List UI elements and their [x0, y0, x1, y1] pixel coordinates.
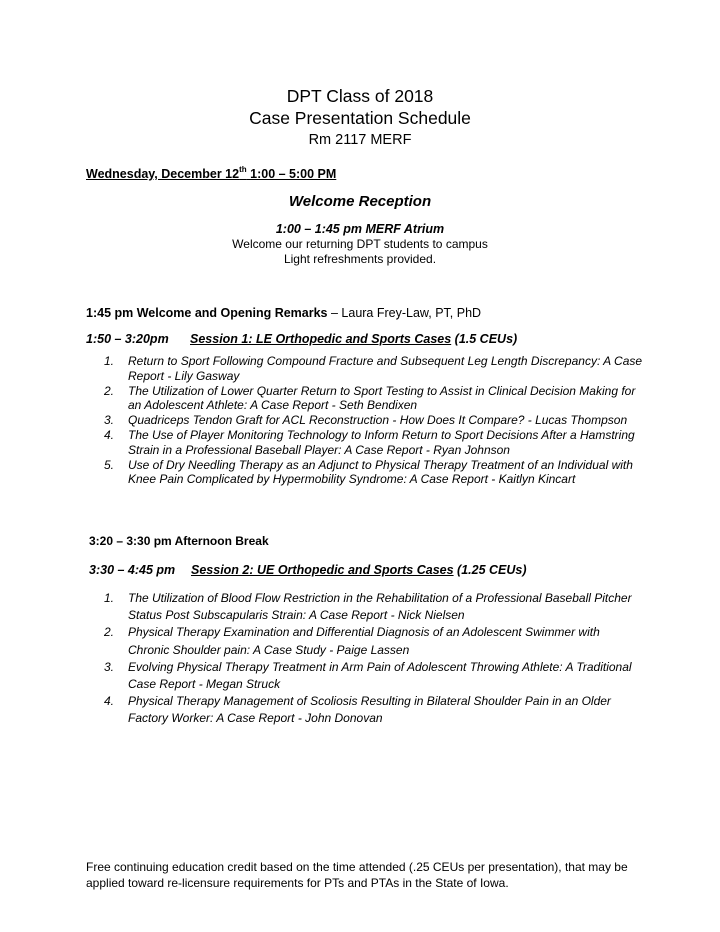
welcome-refreshments: Light refreshments provided.	[283, 252, 437, 266]
event-date-text	[86, 167, 336, 181]
welcome-description: Welcome our returning DPT students to campus	[232, 237, 488, 251]
page-title: DPT Class of 2018	[286, 86, 434, 106]
event-date	[86, 165, 336, 183]
list-item-text: The Utilization of Lower Quarter Return to Sport Testing to Assist in Clinical Decision Making for an Adolescent Athlete: A Case Report - Seth Bendixen	[128, 383, 636, 413]
list-item	[104, 354, 644, 384]
event-day-ordinal: th	[239, 165, 247, 174]
session-1-time: 1:50 – 3:20pm	[86, 332, 169, 346]
list-item-text: The Utilization of Blood Flow Restriction in the Rehabilitation of a Professional Baseball Pitcher Status Post Subscapularis Strain: A Case Report - Nick Nielsen	[128, 591, 632, 623]
opening-remarks-speaker: – Laura Frey-Law, PT, PhD	[327, 306, 482, 320]
event-time: 1:00 – 5:00 PM	[246, 167, 337, 181]
list-item	[104, 458, 644, 488]
list-number: 1.	[104, 354, 115, 368]
list-number: 1.	[104, 591, 115, 605]
opening-remarks	[86, 304, 481, 322]
list-item-text: The Use of Player Monitoring Technology to Inform Return to Sport Decisions After a Hamstring Strain in a Professional Baseball Player: A Case Report - Ryan Johnson	[128, 427, 635, 457]
list-item	[104, 659, 644, 693]
welcome-heading: Welcome Reception	[288, 193, 432, 210]
session-2-time: 3:30 – 4:45 pm	[89, 563, 176, 577]
room-label: Rm 2117 MERF	[308, 132, 412, 148]
list-item	[104, 384, 644, 414]
list-item	[104, 428, 644, 458]
list-number: 3.	[104, 659, 115, 674]
list-item-text: Physical Therapy Management of Scoliosis Resulting in Bilateral Shoulder Pain in an Older Factory Worker: A Case Report - John Donovan	[128, 694, 611, 726]
session-2-credits: (1.25 CEUs)	[453, 563, 527, 577]
session-1-title: Session 1: LE Orthopedic and Sports Cases	[190, 332, 452, 346]
list-number: 4.	[104, 694, 115, 709]
list-item-text: Return to Sport Following Compound Fracture and Subsequent Leg Length Discrepancy: A Case Report - Lily Gasway	[128, 354, 643, 383]
list-item-text: Use of Dry Needling Therapy as an Adjunct to Physical Therapy Treatment of an Individual with Knee Pain Complicated by Hypermobility Syndrome: A Case Report - Kaitlyn Kincart	[128, 457, 633, 487]
opening-remarks-label: 1:45 pm Welcome and Opening Remarks	[86, 306, 328, 320]
list-number: 5.	[104, 457, 115, 472]
event-day: Wednesday, December 12	[86, 167, 240, 181]
list-item	[104, 624, 644, 658]
list-item	[104, 590, 644, 624]
list-number: 2.	[104, 625, 115, 640]
session-1-header	[86, 331, 517, 347]
ceu-footnote: Free continuing education credit based on the time attended (.25 CEUs per presentation), that may be applied toward re-licensure requirements for PTs and PTAs in the State of Iowa.	[86, 860, 628, 890]
session-2-title: Session 2: UE Orthopedic and Sports Cases	[191, 563, 454, 577]
session-1-credits: (1.5 CEUs)	[451, 332, 518, 346]
list-number: 3.	[104, 413, 115, 428]
session-2-header	[89, 562, 527, 578]
page-subtitle: Case Presentation Schedule	[249, 108, 471, 128]
list-item	[104, 413, 644, 428]
afternoon-break: 3:20 – 3:30 pm Afternoon Break	[89, 534, 269, 548]
list-item-text: Physical Therapy Examination and Differential Diagnosis of an Adolescent Swimmer with Chronic Shoulder pain: A Case Study - Paige Lassen	[128, 625, 600, 657]
list-item-text: Quadriceps Tendon Graft for ACL Reconstruction - How Does It Compare? - Lucas Thompson	[128, 413, 628, 428]
welcome-time-location: 1:00 – 1:45 pm MERF Atrium	[275, 222, 445, 236]
session-1-list	[104, 354, 644, 487]
list-item-text: Evolving Physical Therapy Treatment in Arm Pain of Adolescent Throwing Athlete: A Traditional Case Report - Megan Struck	[128, 659, 632, 692]
list-number: 4.	[104, 427, 115, 442]
list-number: 2.	[104, 383, 115, 398]
list-item	[104, 693, 644, 727]
session-2-list	[104, 590, 644, 728]
